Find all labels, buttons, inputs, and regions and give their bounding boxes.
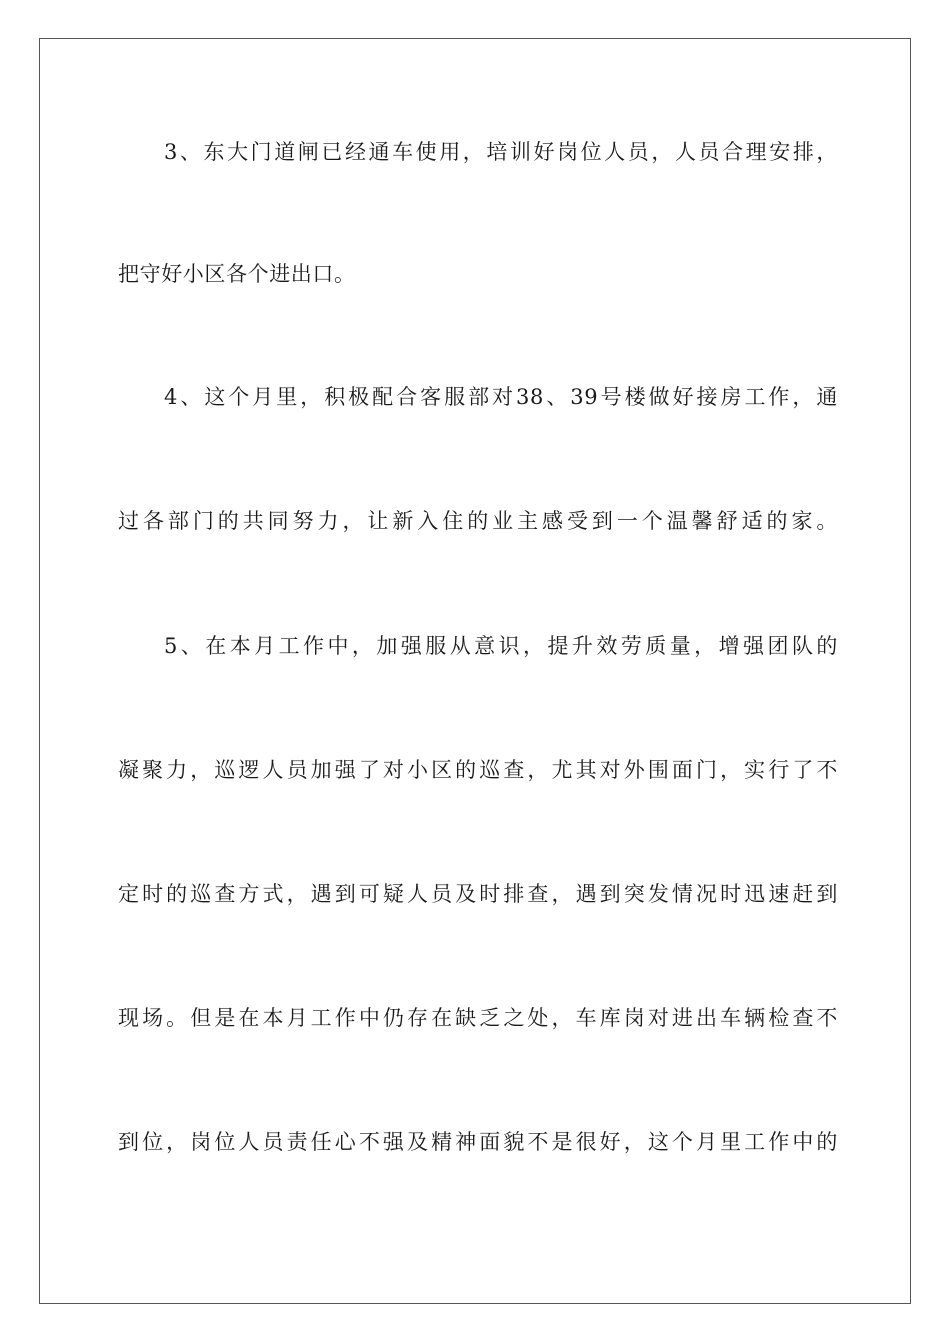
paragraph-3-line-1: 3、东大门道闸已经通车使用，培训好岗位人员，人员合理安排， [164, 140, 838, 164]
paragraph-5-line-5: 到位，岗位人员责任心不强及精神面貌不是很好，这个月里工作中的 [118, 1130, 838, 1154]
paragraph-5-line-2: 凝聚力，巡逻人员加强了对小区的巡查，尤其对外围面门，实行了不 [118, 758, 838, 782]
page-frame [39, 38, 911, 1304]
paragraph-4-line-1: 4、这个月里，积极配合客服部对38、39号楼做好接房工作，通 [164, 385, 838, 409]
paragraph-5-line-1: 5、在本月工作中，加强服从意识，提升效劳质量，增强团队的 [164, 634, 838, 658]
paragraph-4-line-2: 过各部门的共同努力，让新入住的业主感受到一个温馨舒适的家。 [118, 509, 838, 533]
paragraph-5-line-4: 现场。但是在本月工作中仍存在缺乏之处，车库岗对进出车辆检查不 [118, 1006, 838, 1030]
paragraph-3-line-2: 把守好小区各个进出口。 [118, 262, 356, 286]
paragraph-5-line-3: 定时的巡查方式，遇到可疑人员及时排查，遇到突发情况时迅速赶到 [118, 882, 838, 906]
